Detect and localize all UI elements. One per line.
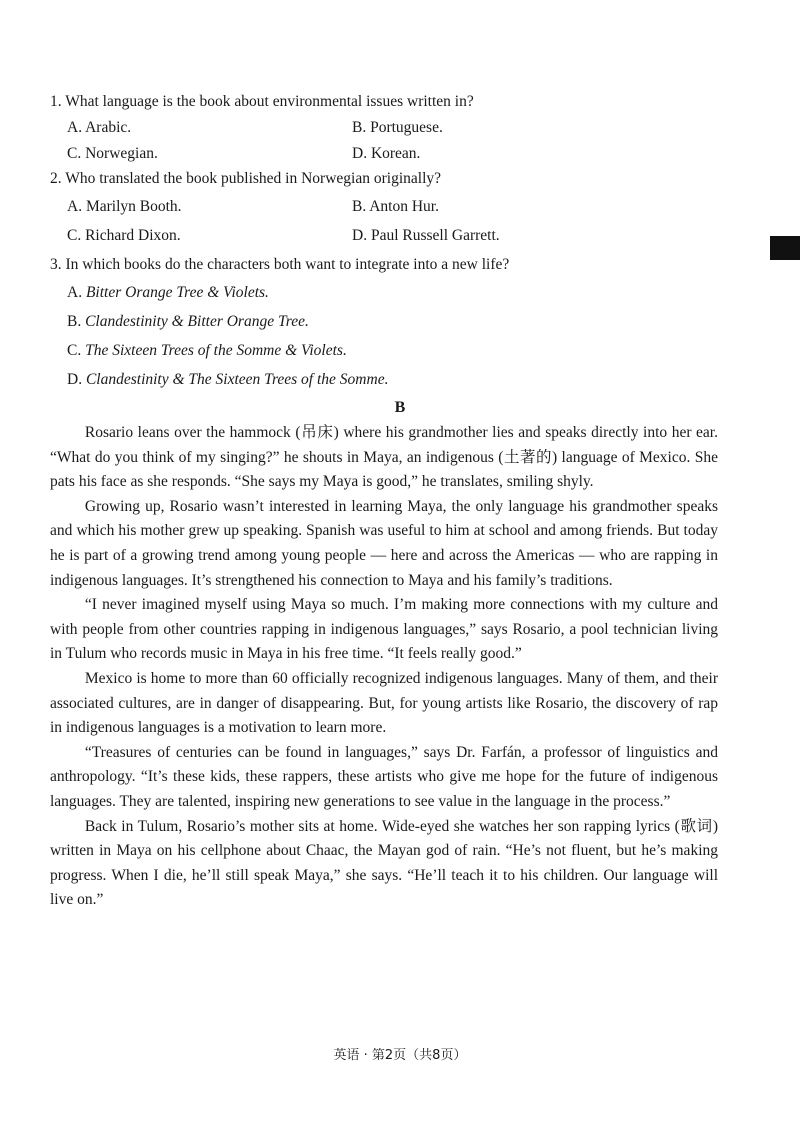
passage-paragraph-5: “Treasures of centuries can be found in languages,” says Dr. Farfán, a professor of linguistics and anthropology. “It’s these kids, these rappers, these artists who give me hope for the future of indigenous languages. They are talented, inspiring new generations to see value in the language in the process.” <box>50 743 718 810</box>
reading-passage <box>50 421 718 913</box>
passage-paragraph-3: “I never imagined myself using Maya so much. I’m making more connections with my culture and with people from other countries rapping in indigenous languages,” says Rosario, a pool technician living in Tulum who records music in Maya in his free time. “It feels really good.” <box>50 596 718 663</box>
question-3-option-b <box>67 311 309 333</box>
page-footer: 英语 · 第2页（共8页） <box>333 1048 467 1063</box>
option-label: A. <box>67 284 86 301</box>
option-text: Clandestinity & Bitter Orange Tree. <box>85 313 309 330</box>
option-label: B. <box>67 313 86 330</box>
question-3-option-a <box>67 282 269 304</box>
option-text: The Sixteen Trees of the Somme & Violets. <box>85 342 347 359</box>
page-edge-marker <box>770 236 800 260</box>
passage-paragraph-1: Rosario leans over the hammock (吊床) where his grandmother lies and speaks directly into her ear. “What do you think of my singing?” he shouts in Maya, an indigenous (土著的) language of Mexico. She pats his face as she responds. “She says my Maya is good,” he translates, smiling shyly. <box>50 424 718 491</box>
question-1-option-c: C. Norwegian. <box>67 145 158 162</box>
question-3-option-c <box>67 340 347 362</box>
question-1-option-a: A. Arabic. <box>67 119 132 136</box>
question-2-option-c: C. Richard Dixon. <box>67 227 181 244</box>
question-1-option-b: B. Portuguese. <box>352 119 443 136</box>
section-b-heading: B <box>394 399 406 416</box>
option-text: Clandestinity & The Sixteen Trees of the Somme. <box>85 371 389 388</box>
passage-paragraph-4: Mexico is home to more than 60 officially recognized indigenous languages. Many of them, and their associated cultures, are in danger of disappearing. But, for young artists like Rosario, the discovery of rap in indigenous languages is a motivation to learn more. <box>50 669 718 737</box>
question-3-stem: 3. In which books do the characters both want to integrate into a new life? <box>50 256 510 273</box>
question-1-option-d: D. Korean. <box>352 145 421 162</box>
question-1-stem: 1. What language is the book about environmental issues written in? <box>50 93 474 110</box>
question-2-option-b: B. Anton Hur. <box>352 198 439 215</box>
option-label: D. <box>67 371 86 388</box>
option-label: C. <box>67 342 86 359</box>
question-2-option-a: A. Marilyn Booth. <box>67 198 182 215</box>
option-text: Bitter Orange Tree & Violets. <box>85 284 269 301</box>
question-2-stem: 2. Who translated the book published in Norwegian originally? <box>50 170 442 187</box>
passage-paragraph-6: Back in Tulum, Rosario’s mother sits at home. Wide-eyed she watches her son rapping lyrics (歌词) written in Maya on his cellphone about Chaac, the Mayan god of rain. “He’s not fluent, but he’s making progress. When I die, he’ll still speak Maya,” she says. “He’ll teach it to his children. Our language will live on.” <box>50 817 718 909</box>
question-2-option-d: D. Paul Russell Garrett. <box>352 227 500 244</box>
passage-paragraph-2: Growing up, Rosario wasn’t interested in learning Maya, the only language his grandmother speaks and which his mother grew up speaking. Spanish was useful to him at school and among friends. But today he is part of a growing trend among young people — here and across the Americas — who are rapping in indigenous languages. It’s strengthened his connection to Maya and his family’s traditions. <box>50 497 718 589</box>
question-3-option-d <box>67 369 388 391</box>
